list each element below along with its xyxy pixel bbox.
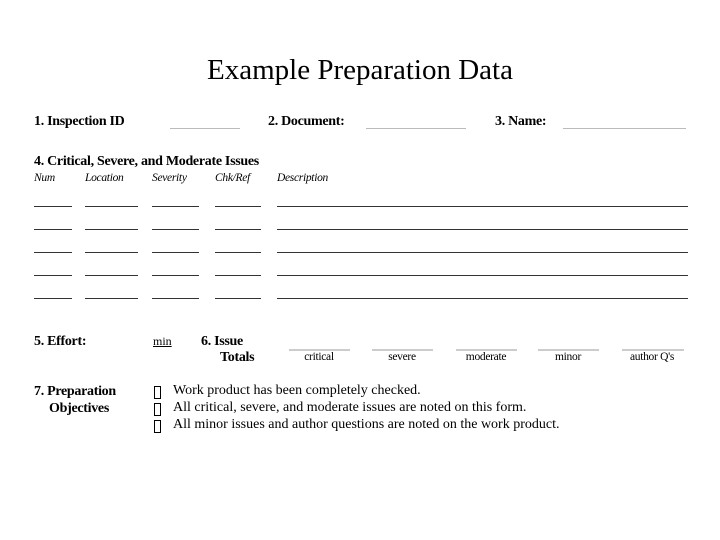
objective-checkbox-3[interactable] xyxy=(154,420,161,433)
issue-row-5-description-field[interactable] xyxy=(277,298,688,299)
col-description: Description xyxy=(277,172,328,184)
issue-row-4-severity-field[interactable] xyxy=(152,275,199,276)
total-author-questions-label: author Q's xyxy=(629,351,675,363)
objectives-label-2: Objectives xyxy=(49,401,109,416)
name-label: 3. Name: xyxy=(495,114,547,129)
issue-row-4-chk-ref-field[interactable] xyxy=(215,275,261,276)
total-critical-label: critical xyxy=(304,351,334,363)
issue-row-2-location-field[interactable] xyxy=(85,229,138,230)
issue-row-2-severity-field[interactable] xyxy=(152,229,199,230)
issue-row-2-chk-ref-field[interactable] xyxy=(215,229,261,230)
issue-row-5-num-field[interactable] xyxy=(34,298,72,299)
objective-text-1: Work product has been completely checked. xyxy=(173,383,421,398)
objective-checkbox-2[interactable] xyxy=(154,403,161,416)
issue-row-5-severity-field[interactable] xyxy=(152,298,199,299)
col-location: Location xyxy=(85,172,124,184)
issue-row-2-num-field[interactable] xyxy=(34,229,72,230)
inspection-id-label: 1. Inspection ID xyxy=(34,114,125,129)
totals-label-2: Totals xyxy=(220,350,255,365)
name-field[interactable] xyxy=(563,128,686,129)
objectives-label-1: 7. Preparation xyxy=(34,384,116,399)
issue-row-1-num-field[interactable] xyxy=(34,206,72,207)
issue-row-1-chk-ref-field[interactable] xyxy=(215,206,261,207)
objective-checkbox-1[interactable] xyxy=(154,386,161,399)
issue-row-5-location-field[interactable] xyxy=(85,298,138,299)
inspection-id-field[interactable] xyxy=(170,128,240,129)
issue-row-3-num-field[interactable] xyxy=(34,252,72,253)
issue-row-1-location-field[interactable] xyxy=(85,206,138,207)
col-severity: Severity xyxy=(152,172,187,184)
issues-heading: 4. Critical, Severe, and Moderate Issues xyxy=(34,154,259,169)
issue-row-1-severity-field[interactable] xyxy=(152,206,199,207)
total-minor-label: minor xyxy=(555,351,581,363)
issue-row-3-severity-field[interactable] xyxy=(152,252,199,253)
col-num: Num xyxy=(34,172,55,184)
totals-label-1: 6. Issue xyxy=(201,334,243,349)
issue-row-4-location-field[interactable] xyxy=(85,275,138,276)
issue-row-5-chk-ref-field[interactable] xyxy=(215,298,261,299)
page-title: Example Preparation Data xyxy=(207,54,513,86)
objective-text-3: All minor issues and author questions are noted on the work product. xyxy=(173,417,560,432)
issue-row-3-description-field[interactable] xyxy=(277,252,688,253)
issue-row-4-num-field[interactable] xyxy=(34,275,72,276)
total-severe-label: severe xyxy=(388,351,416,363)
document-label: 2. Document: xyxy=(268,114,345,129)
col-chk-ref: Chk/Ref xyxy=(215,172,250,184)
issue-row-3-location-field[interactable] xyxy=(85,252,138,253)
effort-unit[interactable]: min xyxy=(153,334,172,348)
document-field[interactable] xyxy=(366,128,466,129)
issue-row-4-description-field[interactable] xyxy=(277,275,688,276)
issue-row-2-description-field[interactable] xyxy=(277,229,688,230)
issue-row-1-description-field[interactable] xyxy=(277,206,688,207)
total-moderate-label: moderate xyxy=(465,351,507,363)
issue-row-3-chk-ref-field[interactable] xyxy=(215,252,261,253)
objective-text-2: All critical, severe, and moderate issues are noted on this form. xyxy=(173,400,527,415)
effort-label: 5. Effort: xyxy=(34,334,87,349)
